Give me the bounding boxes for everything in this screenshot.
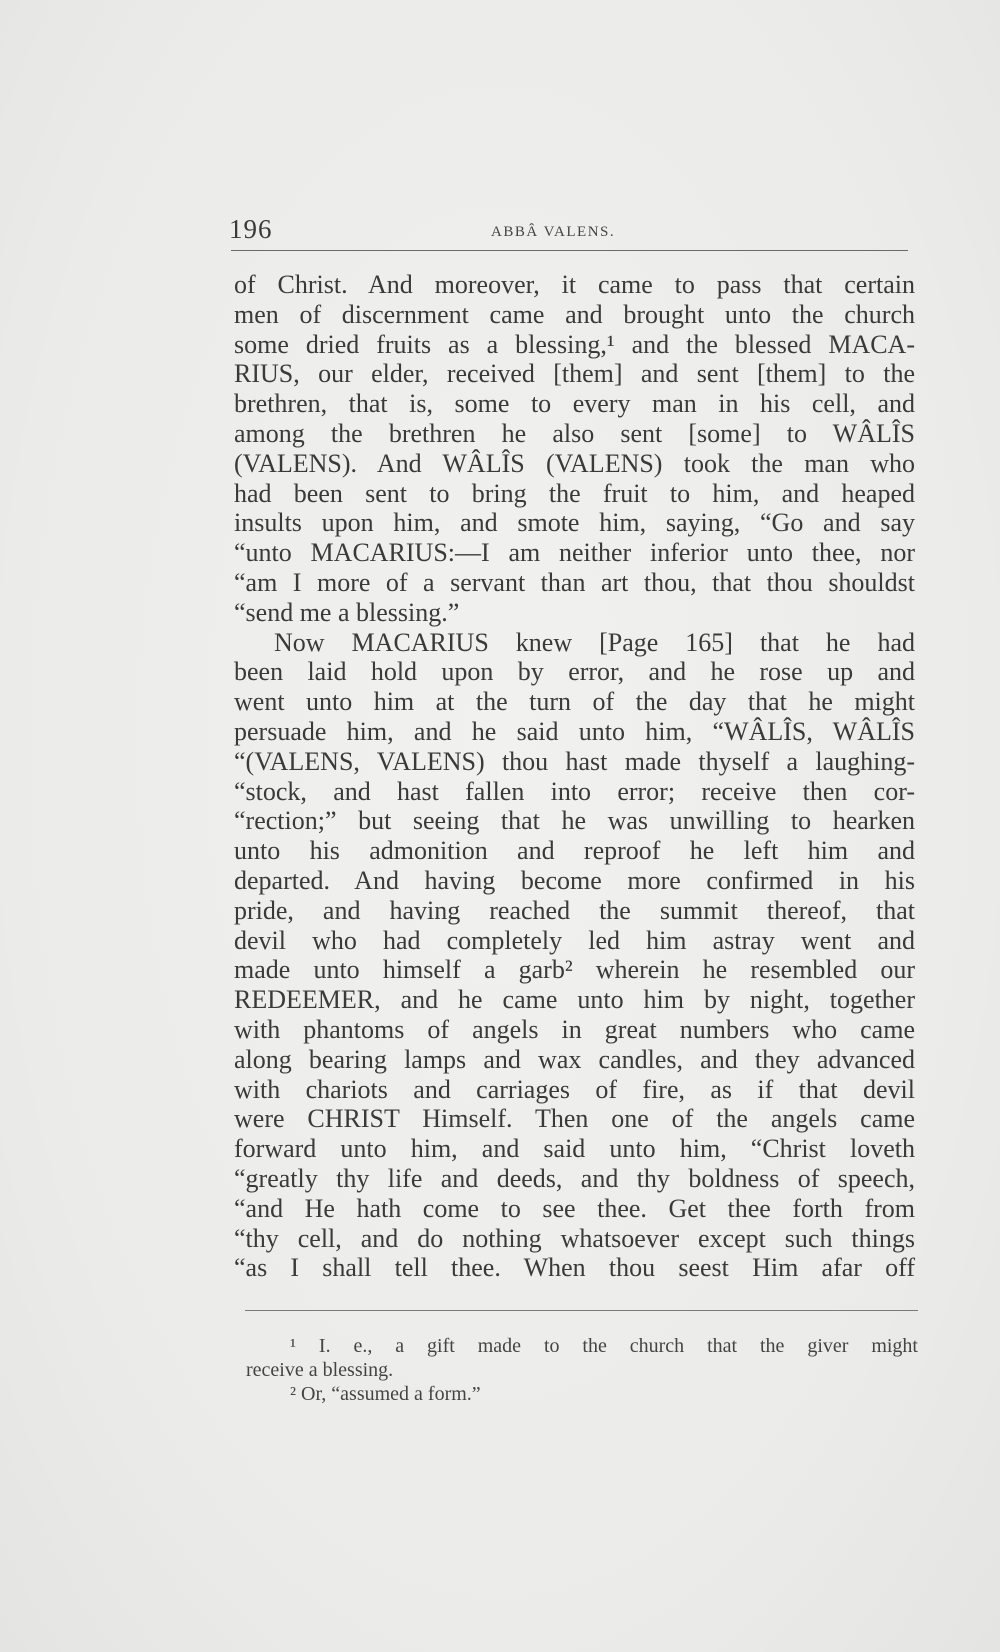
body-line: unto his admonition and reproof he left him and	[234, 836, 915, 866]
body-line: departed. And having become more confirmed in his	[234, 865, 915, 895]
body-line: “thy cell, and do nothing whatsoever except such things	[234, 1223, 915, 1253]
body-line: forward unto him, and said unto him, “Christ loveth	[234, 1134, 915, 1164]
body-line: brethren, that is, some to every man in his cell, and	[234, 389, 915, 419]
page-header	[229, 214, 909, 254]
body-line: pride, and having reached the summit thereof, that	[234, 895, 915, 925]
footnote-line: ² Or, “assumed a form.”	[290, 1383, 481, 1405]
body-line: were CHRIST Himself. Then one of the angels came	[234, 1104, 915, 1134]
body-line: had been sent to bring the fruit to him, and heaped	[234, 478, 915, 508]
body-line: “as I shall tell thee. When thou seest Him afar off	[234, 1253, 915, 1283]
footnotes	[246, 1334, 918, 1406]
footnote-rule	[245, 1310, 918, 1311]
body-line: men of discernment came and brought unto the church	[234, 299, 915, 329]
body-text	[234, 270, 915, 1283]
body-line: “greatly thy life and deeds, and thy boldness of speech,	[234, 1163, 915, 1193]
body-line: (VALENS). And WÂLÎS (VALENS) took the man who	[234, 448, 915, 478]
page-number: 196	[229, 214, 273, 244]
body-line: among the brethren he also sent [some] to WÂLÎS	[234, 418, 915, 448]
body-line: RIUS, our elder, received [them] and sent [them] to the	[234, 359, 915, 389]
body-line: with phantoms of angels in great numbers who came	[234, 1014, 915, 1044]
body-line: REDEEMER, and he came unto him by night, together	[234, 985, 915, 1015]
body-line: “am I more of a servant than art thou, that thou shouldst	[234, 567, 915, 597]
body-line: “unto MACARIUS:—I am neither inferior unto thee, nor	[234, 538, 915, 568]
body-line: been laid hold upon by error, and he rose up and	[234, 657, 915, 687]
footnote-line: ¹ I. e., a gift made to the church that the giver might	[290, 1335, 918, 1357]
body-line: devil who had completely led him astray went and	[234, 925, 915, 955]
body-line: persuade him, and he said unto him, “WÂLÎS, WÂLÎS	[234, 716, 915, 746]
running-head: ABBÂ VALENS.	[491, 224, 616, 240]
body-line: “and He hath come to see thee. Get thee forth from	[234, 1193, 915, 1223]
body-line: some dried fruits as a blessing,¹ and the blessed MACA-	[234, 329, 915, 359]
body-line: went unto him at the turn of the day that he might	[234, 687, 915, 717]
body-line: Now MACARIUS knew [Page 165] that he had	[274, 627, 915, 657]
body-line: along bearing lamps and wax candles, and they advanced	[234, 1044, 915, 1074]
header-rule	[231, 250, 908, 251]
body-line: “(VALENS, VALENS) thou hast made thyself a laughing-	[234, 746, 915, 776]
footnote-line: receive a blessing.	[246, 1359, 394, 1381]
body-line: “send me a blessing.”	[234, 597, 460, 627]
body-line: “rection;” but seeing that he was unwilling to hearken	[234, 806, 915, 836]
body-line: with chariots and carriages of fire, as if that devil	[234, 1074, 915, 1104]
body-line: of Christ. And moreover, it came to pass that certain	[234, 270, 915, 299]
body-line: made unto himself a garb² wherein he resembled our	[234, 955, 915, 985]
body-line: insults upon him, and smote him, saying, “Go and say	[234, 508, 915, 538]
body-line: “stock, and hast fallen into error; receive then cor-	[234, 776, 915, 806]
